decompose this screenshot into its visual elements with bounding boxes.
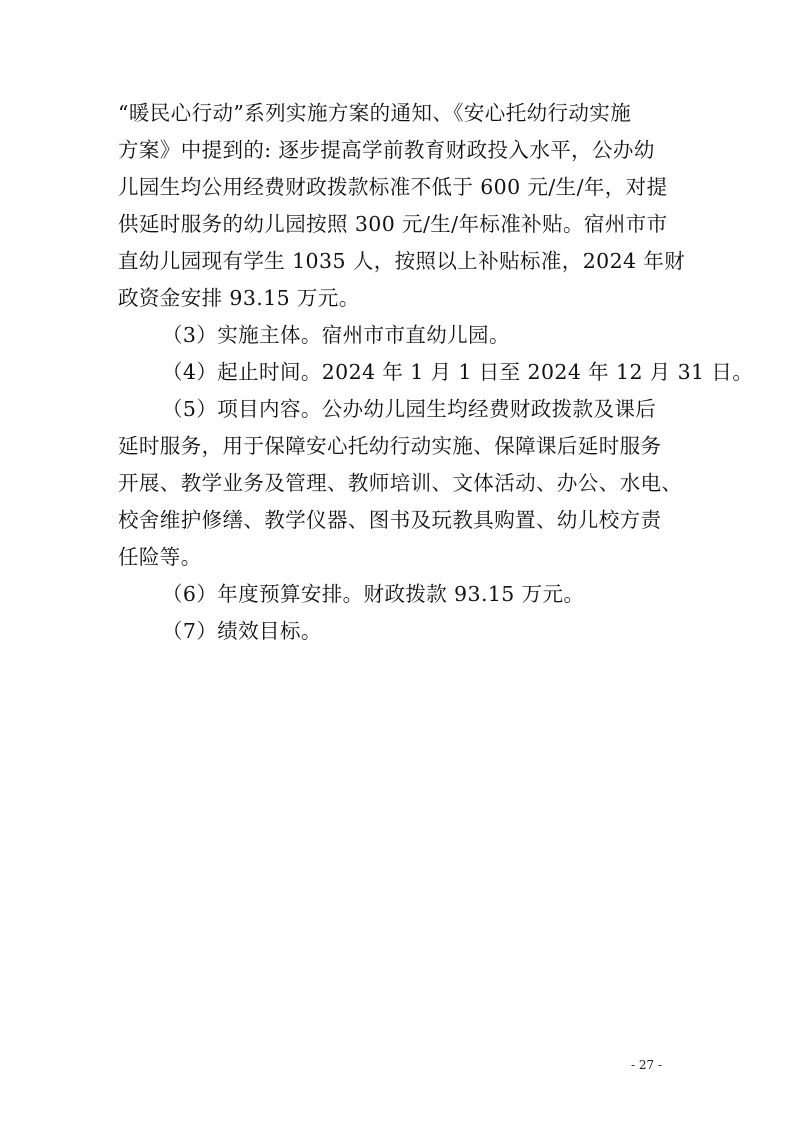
text-line: 任险等。	[118, 545, 202, 569]
text-line: 校舍维护修缮、教学仪器、图书及玩教具购置、幼儿校方责	[118, 508, 662, 532]
text-line: 供延时服务的幼儿园按照 300 元/生/年标准补贴。宿州市市	[118, 212, 668, 236]
text-line: 方案》中提到的: 逐步提高学前教育财政投入水平，公办幼	[118, 138, 655, 162]
text-line: “暖民心行动”系列实施方案的通知、《安心托幼行动实施	[118, 101, 632, 125]
text-line: （6）年度预算安排。财政拨款 93.15 万元。	[162, 582, 585, 606]
text-line: （7）绩效目标。	[162, 619, 322, 643]
text-line: （4）起止时间。2024 年 1 月 1 日至 2024 年 12 月 31 日。	[162, 360, 754, 384]
text-line: 儿园生均公用经费财政拨款标准不低于 600 元/生/年，对提	[118, 175, 668, 199]
text-line: （3）实施主体。宿州市市直幼儿园。	[162, 323, 510, 347]
text-line: （5）项目内容。公办幼儿园生均经费财政拨款及课后	[162, 397, 657, 421]
text-line: 直幼儿园现有学生 1035 人，按照以上补贴标准，2024 年财	[118, 249, 686, 273]
page-number: - 27 -	[631, 1058, 663, 1072]
text-line: 政资金安排 93.15 万元。	[118, 286, 360, 310]
text-line: 延时服务，用于保障安心托幼行动实施、保障课后延时服务	[118, 434, 662, 458]
text-line: 开展、教学业务及管理、教师培训、文体活动、办公、水电、	[118, 471, 683, 495]
body-text	[118, 95, 754, 650]
